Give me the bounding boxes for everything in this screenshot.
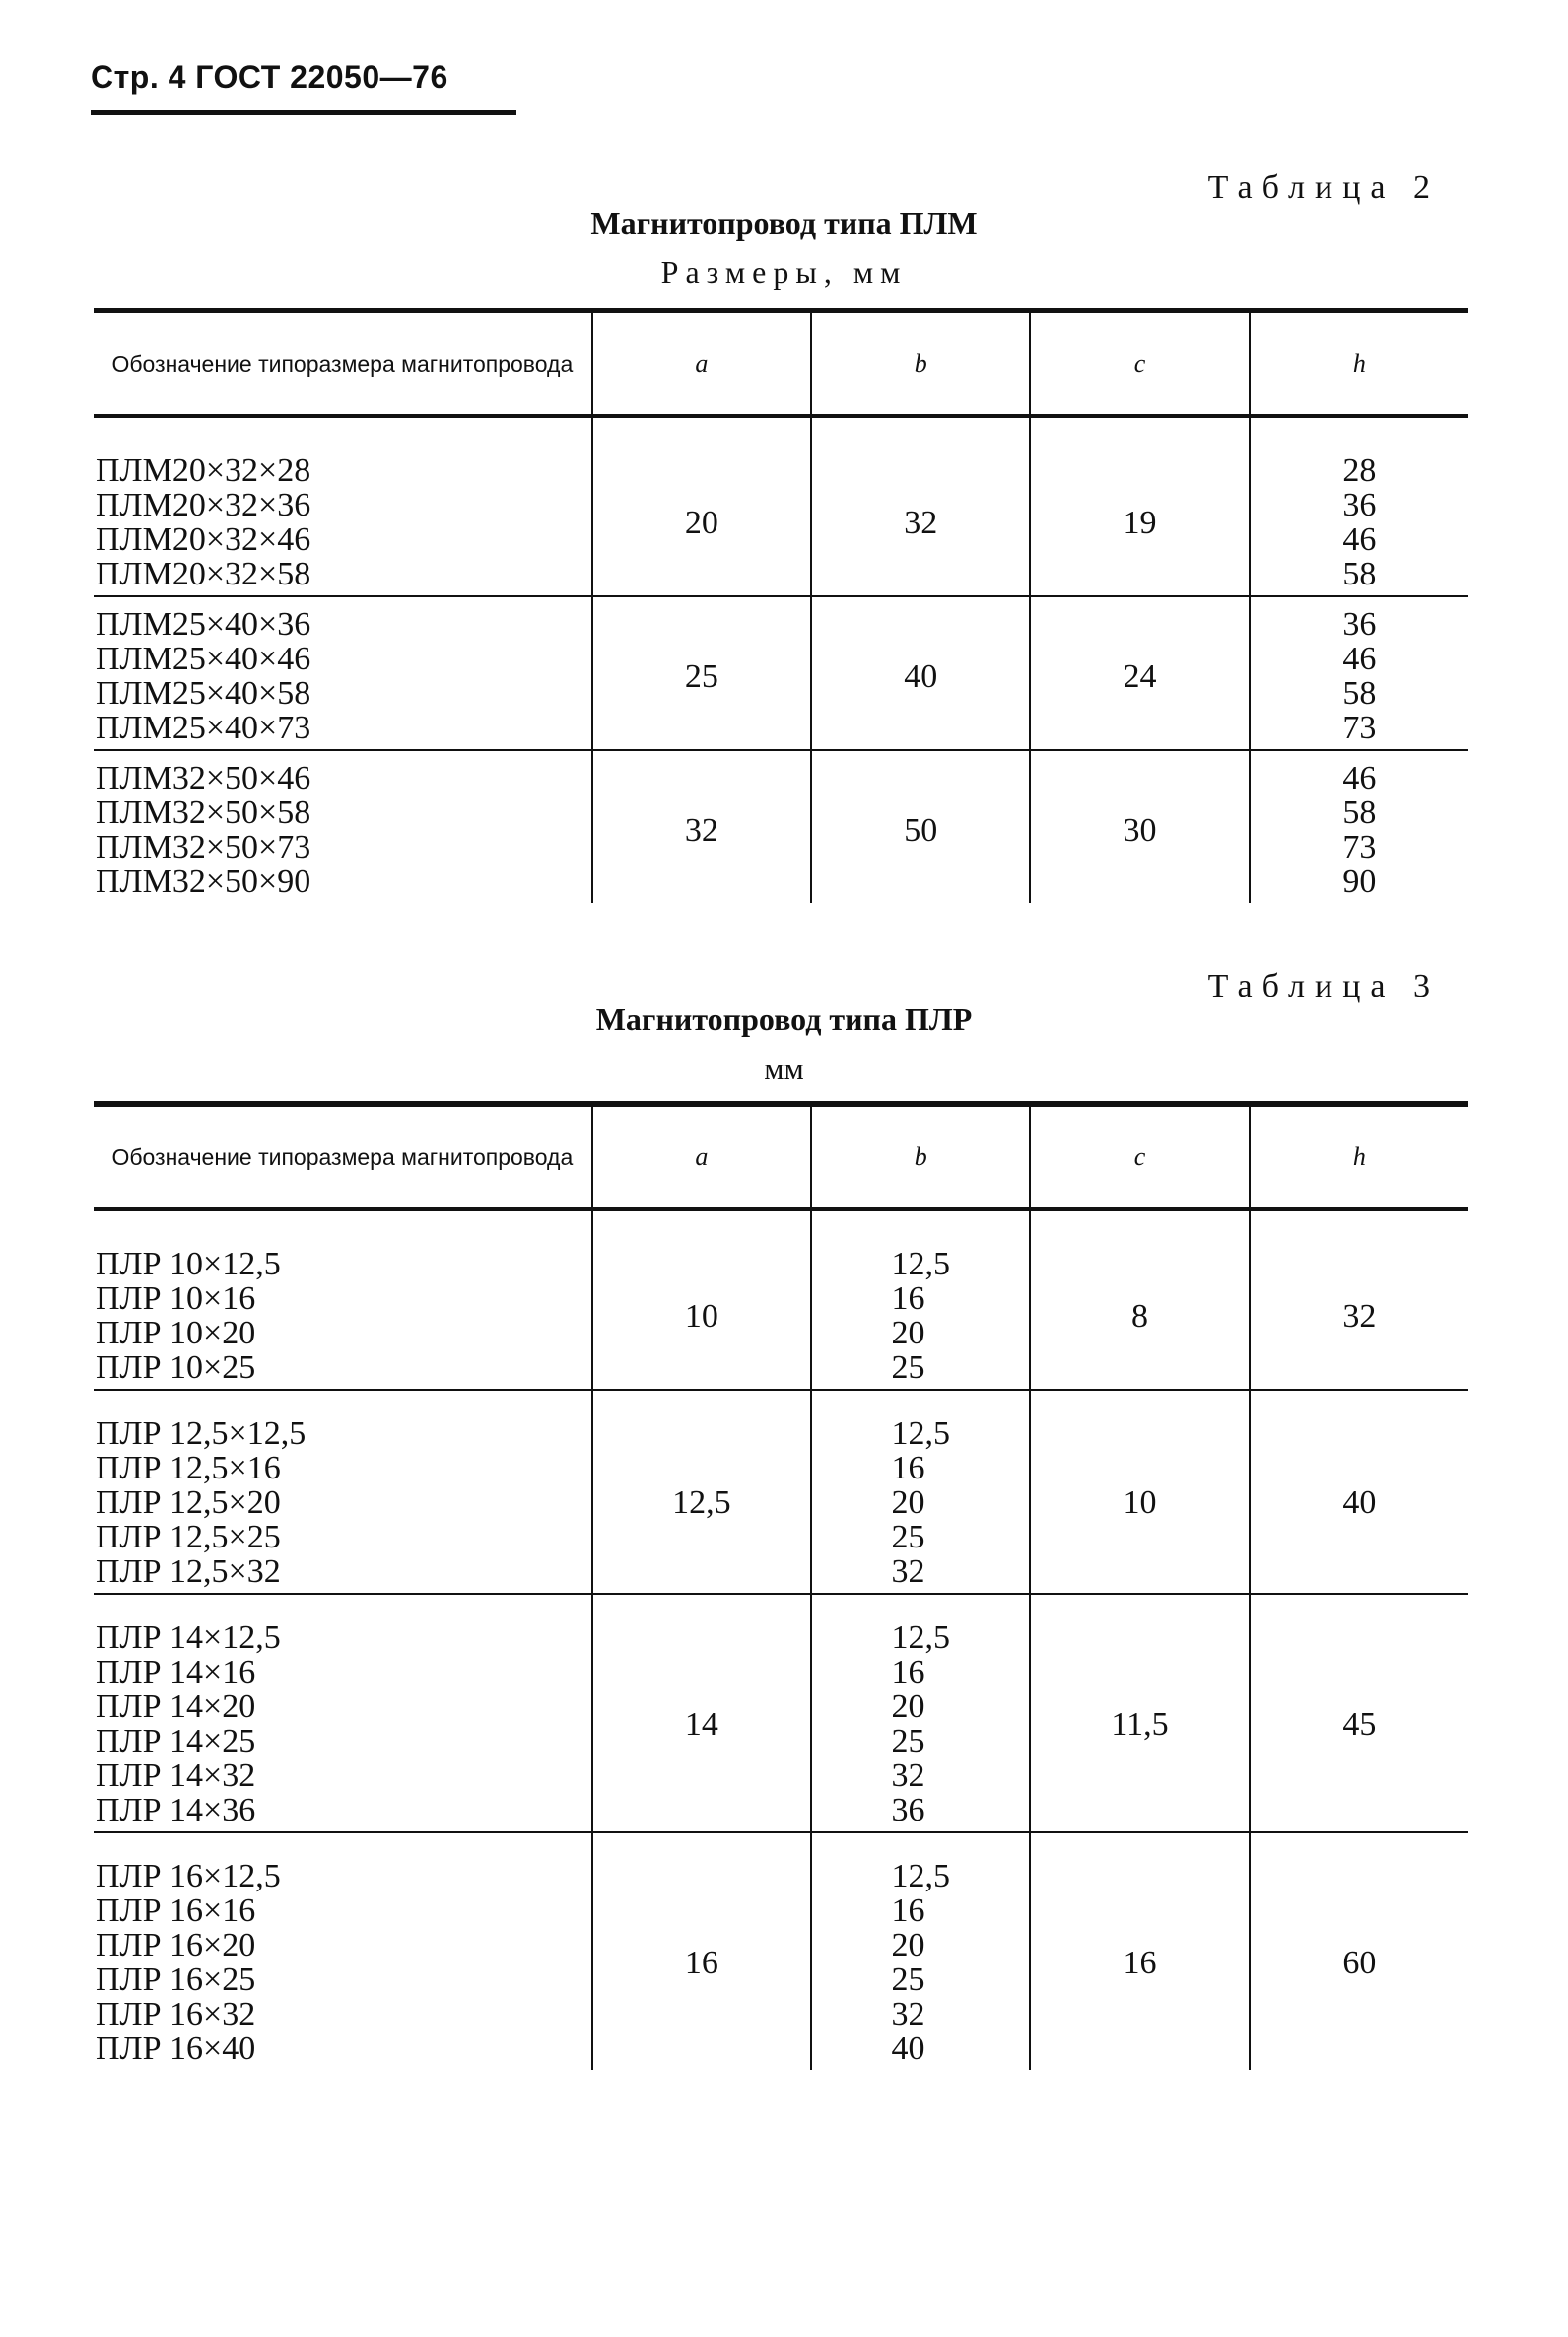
value-b: 16 [891, 1280, 925, 1317]
designation: ПЛМ25×40×46 [96, 641, 311, 677]
designation: ПЛР 16×12,5 [96, 1858, 281, 1894]
value-h: 36 [1342, 487, 1377, 523]
designation: ПЛР 14×36 [96, 1792, 256, 1828]
value-h: 58 [1342, 794, 1377, 831]
designation-cell [94, 1594, 592, 1832]
value-h: 40 [1250, 1390, 1468, 1594]
value-h-cell [1250, 416, 1468, 596]
designation: ПЛР 16×32 [96, 1996, 256, 2032]
designation-cell [94, 596, 592, 750]
table2-number: Таблица 2 [1207, 170, 1440, 206]
designation: ПЛР 14×12,5 [96, 1619, 281, 1656]
designation: ПЛМ20×32×58 [96, 556, 311, 592]
value-b-cell [811, 1390, 1030, 1594]
designation: ПЛР 16×20 [96, 1927, 256, 1963]
designation: ПЛР 16×40 [96, 2030, 256, 2067]
value-b: 20 [891, 1315, 925, 1351]
header-rule [91, 110, 516, 115]
value-b: 32 [891, 1996, 925, 2032]
designation: ПЛМ25×40×73 [96, 710, 311, 746]
table-row-group [94, 1209, 1468, 1390]
column-header-designation: Обозначение типоразмера магнитопровода [94, 310, 592, 416]
value-b: 40 [891, 2030, 925, 2067]
table-row-group [94, 1390, 1468, 1594]
designation-cell [94, 750, 592, 903]
value-h: 36 [1342, 606, 1377, 643]
value-h: 46 [1342, 760, 1377, 796]
value-h: 45 [1250, 1594, 1468, 1832]
value-b: 20 [891, 1688, 925, 1725]
table-row-group [94, 416, 1468, 596]
value-a: 16 [592, 1832, 811, 2070]
value-a: 14 [592, 1594, 811, 1832]
page-header [91, 59, 448, 96]
value-h: 46 [1342, 521, 1377, 558]
value-b: 12,5 [891, 1619, 950, 1656]
page-label: Стр. 4 [91, 59, 186, 95]
value-h: 28 [1342, 452, 1377, 489]
designation: ПЛР 14×32 [96, 1757, 256, 1794]
value-b: 16 [891, 1450, 925, 1486]
designation: ПЛР 12,5×20 [96, 1484, 281, 1521]
value-b: 12,5 [891, 1415, 950, 1452]
value-h: 90 [1342, 863, 1377, 900]
column-header-h: h [1250, 310, 1468, 416]
value-a: 25 [592, 596, 811, 750]
value-b: 32 [891, 1553, 925, 1590]
designation: ПЛР 12,5×32 [96, 1553, 281, 1590]
column-header-c: c [1030, 310, 1249, 416]
designation: ПЛМ20×32×28 [96, 452, 311, 489]
designation: ПЛР 16×25 [96, 1961, 256, 1998]
value-b: 12,5 [891, 1246, 950, 1282]
designation: ПЛМ20×32×36 [96, 487, 311, 523]
value-h: 32 [1250, 1209, 1468, 1390]
value-h: 58 [1342, 556, 1377, 592]
column-header-b: b [811, 1104, 1030, 1209]
column-header-h: h [1250, 1104, 1468, 1209]
table-row-group [94, 750, 1468, 903]
value-b: 16 [891, 1654, 925, 1690]
value-b: 16 [891, 1892, 925, 1929]
designation: ПЛР 10×25 [96, 1349, 256, 1386]
value-c: 24 [1030, 596, 1249, 750]
designation: ПЛМ32×50×46 [96, 760, 311, 796]
designation: ПЛР 12,5×12,5 [96, 1415, 307, 1452]
value-c: 19 [1030, 416, 1249, 596]
standard-number: ГОСТ 22050—76 [195, 59, 448, 95]
designation-cell [94, 1209, 592, 1390]
value-b: 36 [891, 1792, 925, 1828]
designation: ПЛМ32×50×90 [96, 863, 311, 900]
designation-cell [94, 1832, 592, 2070]
table2 [94, 308, 1468, 903]
value-c: 30 [1030, 750, 1249, 903]
value-b: 25 [891, 1723, 925, 1759]
table-row-group [94, 1832, 1468, 2070]
value-b: 32 [891, 1757, 925, 1794]
designation: ПЛМ32×50×58 [96, 794, 311, 831]
value-b-cell [811, 1209, 1030, 1390]
value-b: 50 [811, 750, 1030, 903]
value-b: 32 [811, 416, 1030, 596]
value-c: 10 [1030, 1390, 1249, 1594]
designation-cell [94, 416, 592, 596]
designation: ПЛР 14×16 [96, 1654, 256, 1690]
designation: ПЛМ32×50×73 [96, 829, 311, 865]
value-b: 25 [891, 1961, 925, 1998]
column-header-a: a [592, 310, 811, 416]
column-header-b: b [811, 310, 1030, 416]
value-b: 40 [811, 596, 1030, 750]
value-b: 12,5 [891, 1858, 950, 1894]
table2-units: Размеры, мм [660, 254, 908, 290]
column-header-designation: Обозначение типоразмера магнитопровода [94, 1104, 592, 1209]
designation: ПЛР 10×12,5 [96, 1246, 281, 1282]
designation: ПЛМ25×40×36 [96, 606, 311, 643]
designation: ПЛР 12,5×16 [96, 1450, 281, 1486]
table2-title: Магнитопровод типа ПЛМ [590, 205, 978, 241]
table3-title: Магнитопровод типа ПЛР [595, 1001, 973, 1037]
value-h: 46 [1342, 641, 1377, 677]
designation: ПЛР 16×16 [96, 1892, 256, 1929]
table-row-group [94, 596, 1468, 750]
value-a: 20 [592, 416, 811, 596]
value-h: 73 [1342, 829, 1377, 865]
value-b: 25 [891, 1519, 925, 1555]
table3 [94, 1101, 1468, 2070]
value-c: 8 [1030, 1209, 1249, 1390]
table3-number: Таблица 3 [1207, 968, 1440, 1004]
column-header-c: c [1030, 1104, 1249, 1209]
designation: ПЛМ20×32×46 [96, 521, 311, 558]
value-a: 10 [592, 1209, 811, 1390]
designation: ПЛР 14×25 [96, 1723, 256, 1759]
designation: ПЛР 14×20 [96, 1688, 256, 1725]
value-a: 12,5 [592, 1390, 811, 1594]
value-h-cell [1250, 596, 1468, 750]
value-h: 58 [1342, 675, 1377, 712]
table-row-group [94, 1594, 1468, 1832]
value-h-cell [1250, 750, 1468, 903]
value-b-cell [811, 1594, 1030, 1832]
value-b: 20 [891, 1484, 925, 1521]
designation: ПЛР 10×16 [96, 1280, 256, 1317]
value-b: 25 [891, 1349, 925, 1386]
value-a: 32 [592, 750, 811, 903]
designation: ПЛМ25×40×58 [96, 675, 311, 712]
designation: ПЛР 12,5×25 [96, 1519, 281, 1555]
designation-cell [94, 1390, 592, 1594]
value-b-cell [811, 1832, 1030, 2070]
value-c: 16 [1030, 1832, 1249, 2070]
value-h: 73 [1342, 710, 1377, 746]
table3-units: мм [764, 1051, 804, 1086]
value-h: 60 [1250, 1832, 1468, 2070]
value-b: 20 [891, 1927, 925, 1963]
value-c: 11,5 [1030, 1594, 1249, 1832]
column-header-a: a [592, 1104, 811, 1209]
designation: ПЛР 10×20 [96, 1315, 256, 1351]
